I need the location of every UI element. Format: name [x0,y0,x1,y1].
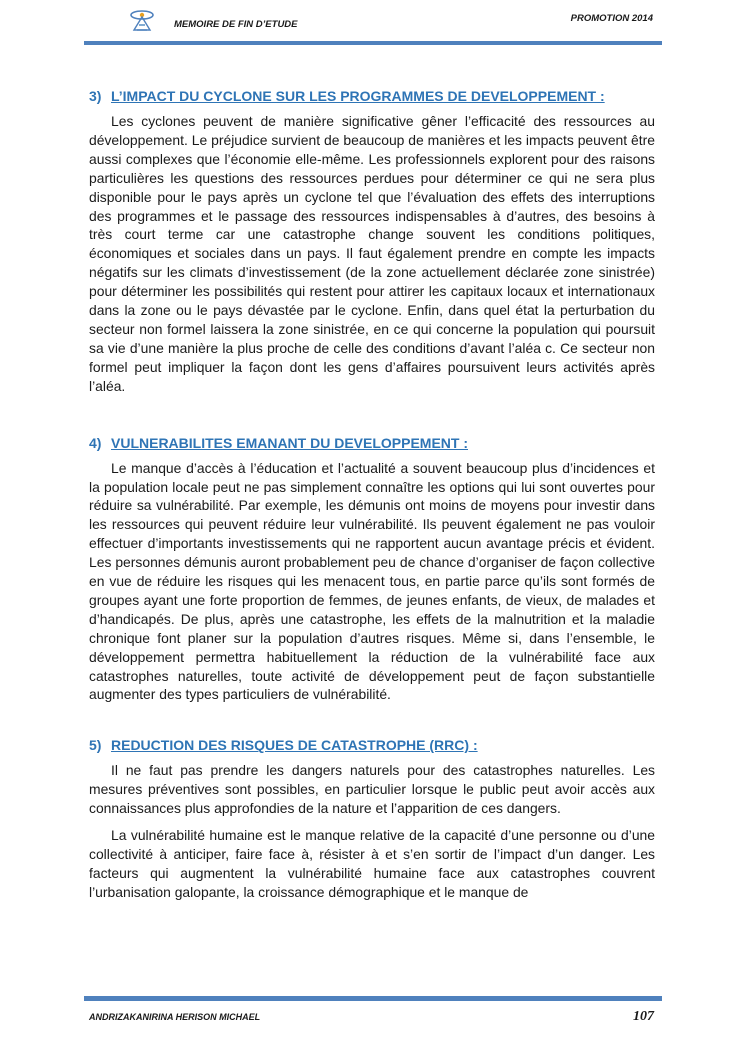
section-heading [89,435,655,451]
header-rule [84,41,662,45]
section-heading [89,737,655,753]
page-number: 107 [633,1009,654,1024]
header-promotion: PROMOTION 2014 [570,13,653,24]
paragraph: Il ne faut pas prendre les dangers naturels pour des catastrophes naturelles. Les mesures préventives sont possibles, en particulier lorsque le public peut avoir accès aux connaissances plus approfondies de la nature et l’apparition de ces dangers. [89,762,655,817]
footer-author: ANDRIZAKANIRINA HERISON MICHAEL [89,1012,261,1022]
section-title: REDUCTION DES RISQUES DE CATASTROPHE (RRC) : [111,737,478,754]
section-number: 4) [89,434,102,451]
section-impact-cyclone [89,88,655,396]
paragraph: Les cyclones peuvent de manière significative gêner l’efficacité des ressources au développement. Le préjudice survient de beaucoup de manières et les impacts peuvent être aussi complexes que l’économie elle-même. Les professionnels explorent pour des raisons particulières les questions des ressources perdues pour déterminer ce qui ne sera plus disponible pour le pays après un cyclone tel que l’évaluation des effets des interruptions des programmes et le passage des ressources indispensables à d’autres, des besoins à très court terme car une catastrophe change souvent les conditions politiques, économiques et sociales dans un pays. Il faut également prendre en compte les impacts négatifs sur les climats d’investissement (de la zone actuellement déclarée zone sinistrée) pour déterminer les possibilités qui restent pour attirer les capitaux locaux et internationaux dans la zone ou le pays dévastée par le cyclone. Enfin, dans quel état la perturbation du secteur non formel laissera la zone sinistrée, en ce qui concerne la population qui poursuit sa vie d’une manière la plus proche de celle des conditions d’avant l’aléa c. Ce secteur non formel peut impliquer la façon dont les gens d’affaires poursuivent leurs activités après l’aléa. [89,113,655,394]
paragraph: La vulnérabilité humaine est le manque relative de la capacité d’une personne ou d’une collectivité à anticiper, faire face à, résister à et s’en sortir de l’impact d’un danger. Les facteurs qui augmentent la vulnérabilité humaine face aux catastrophes couvrent l’urbanisation galopante, la croissance démographique et le manque de [89,827,655,900]
university-logo-icon [128,8,156,32]
document-body [89,88,655,910]
section-vulnerabilites [89,435,655,705]
section-number: 5) [89,737,102,754]
section-title: L’IMPACT DU CYCLONE SUR LES PROGRAMMES DE DEVELOPPEMENT : [111,88,605,104]
paragraph: Le manque d’accès à l’éducation et l’actualité a souvent beaucoup plus d’incidences et la population locale peut ne pas simplement connaître les options qui lui sont ouvertes pour réduire sa vulnérabilité. Par exemple, les démunis ont moins de moyens pour investir dans les ressources qui peuvent réduire leur vulnérabilité. Ils peuvent également ne pas vouloir effectuer d’importants investissements qui ne rapportent aucun avantage précis et évident. Les personnes démunis auront probablement peu de chance d’organiser de façon collective en vue de réduire les risques qui les menacent tous, en partie parce qu’ils sont formés de groupes ayant une forte proportion de femmes, de jeunes enfants, de vieux, de malades et d’handicapés. De plus, après une catastrophe, les effets de la malnutrition et la maladie chronique font planer sur la population d’autres risques. Même si, dans l’ensemble, le développement permettra habituellement la réduction de la vulnérabilité face aux catastrophes naturelles, toute activité de développement peut de façon substantielle augmenter des types particuliers de vulnérabilité. [89,459,655,703]
section-reduction-risques [89,737,655,901]
footer-rule [84,996,662,1001]
section-title: VULNERABILITES EMANANT DU DEVELOPPEMENT : [111,434,469,451]
header-title: MEMOIRE DE FIN D’ETUDE [174,19,298,30]
section-number: 3) [89,88,102,104]
page-header [0,0,745,48]
section-heading [89,88,655,104]
